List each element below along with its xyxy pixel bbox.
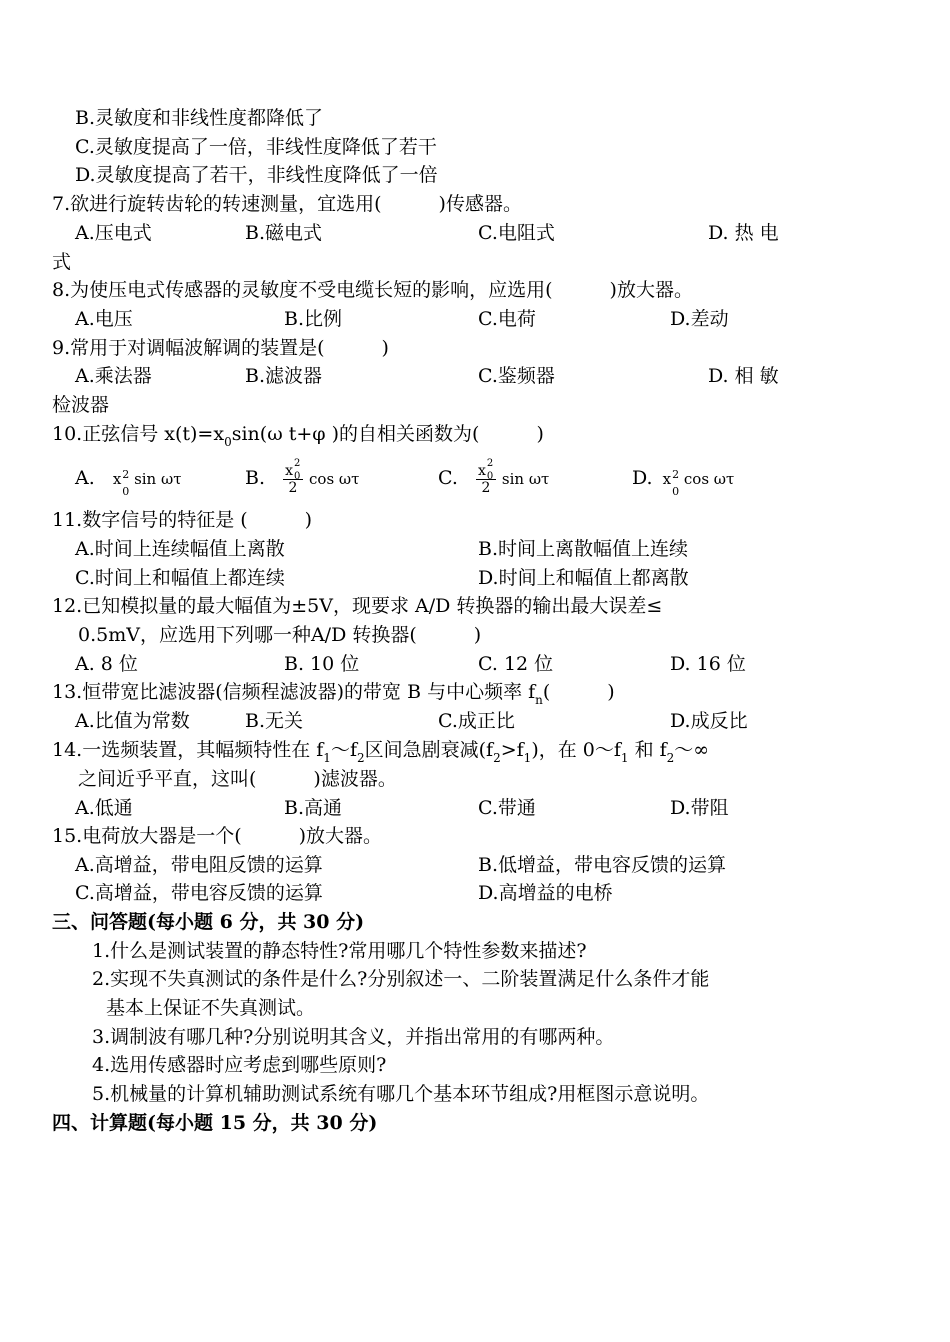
scripts	[671, 468, 680, 498]
sec3-question-4: 4.选用传感器时应考虑到哪些原则?	[92, 1054, 387, 1076]
q15-option-c: C.高增益，带电容反馈的运算	[75, 882, 323, 904]
q10-stem-text-end: sin(ω t+φ )的自相关函数为( )	[231, 423, 544, 445]
section-4-title: 四、计算题(每小题 15 分，共 30 分)	[52, 1112, 378, 1134]
q14-option-a: A.低通	[75, 797, 133, 819]
q14-text: 和 f	[634, 739, 667, 761]
q10-a-scripts	[121, 468, 130, 498]
sub-0: 0	[486, 470, 494, 482]
fraction-numerator	[476, 457, 496, 482]
q14-text: 区间急剧衰减(f	[364, 739, 494, 761]
q14-sub: 1	[523, 751, 532, 765]
q11-option-c: C.时间上和幅值上都连续	[75, 567, 285, 589]
q9-option-d: D. 相 敏	[708, 365, 779, 387]
q14-stem-line2: 之间近乎平直，这叫( )滤波器。	[78, 768, 397, 790]
q11-option-b: B.时间上离散幅值上连续	[478, 538, 689, 560]
q8-stem: 8.为使压电式传感器的灵敏度不受电缆长短的影响，应选用( )放大器。	[52, 279, 693, 301]
fraction-numerator	[283, 457, 303, 482]
q12-option-a: A. 8 位	[75, 653, 138, 675]
sub-0: 0	[293, 470, 301, 482]
q15-option-a: A.高增益，带电阻反馈的运算	[75, 854, 323, 876]
q13-option-d: D.成反比	[670, 710, 748, 732]
q8-option-d: D.差动	[670, 308, 729, 330]
q9-stem: 9.常用于对调幅波解调的装置是( )	[52, 337, 389, 359]
q10-stem-subscript: 0	[224, 435, 232, 449]
q8-option-a: A.电压	[75, 308, 133, 330]
q13-option-c: C.成正比	[438, 710, 515, 732]
q11-option-d: D.时间上和幅值上都离散	[478, 567, 689, 589]
q10-option-a	[75, 466, 182, 498]
q13-stem-text: 13.恒带宽比滤波器(信频程滤波器)的带宽 B 与中心频率 f	[52, 681, 536, 703]
sup-2: 2	[672, 468, 680, 481]
q7-option-c: C.电阻式	[478, 222, 555, 244]
q9-option-a: A.乘法器	[75, 365, 152, 387]
q14-sub: 1	[323, 751, 331, 765]
q15-stem: 15.电荷放大器是一个( )放大器。	[52, 825, 383, 847]
fraction-denominator: 2	[481, 479, 491, 496]
q14-option-c: C.带通	[478, 797, 536, 819]
q7-stem: 7.欲进行旋转齿轮的转速测量，宜选用( )传感器。	[52, 193, 522, 215]
q14-text: ～∞	[674, 739, 710, 761]
q13-option-b: B.无关	[245, 710, 304, 732]
q12-option-c: C. 12 位	[478, 653, 554, 675]
q7-option-a: A.压电式	[75, 222, 152, 244]
q13-stem	[52, 680, 615, 706]
cos-term: cos ωτ	[309, 470, 360, 488]
q9-option-c: C.鉴频器	[478, 365, 555, 387]
section-3-title: 三、问答题(每小题 6 分，共 30 分)	[52, 911, 365, 933]
sec3-question-5: 5.机械量的计算机辅助测试系统有哪几个基本环节组成?用框图示意说明。	[92, 1083, 710, 1105]
q12-option-d: D. 16 位	[670, 653, 746, 675]
q6-option-d: D.灵敏度提高了若干，非线性度降低了一倍	[75, 164, 438, 186]
sec3-question-1: 1.什么是测试装置的静态特性?常用哪几个特性参数来描述?	[92, 940, 587, 962]
q14-sub: 2	[356, 751, 365, 765]
sin-term: sin ωτ	[501, 470, 550, 488]
q6-option-c: C.灵敏度提高了一倍，非线性度降低了若干	[75, 136, 437, 158]
q7-option-d: D. 热 电	[708, 222, 779, 244]
q10-option-d-label: D.	[632, 467, 653, 489]
var-x: x	[477, 462, 486, 479]
q13-option-a: A.比值为常数	[75, 710, 190, 732]
q15-option-b: B.低增益，带电容反馈的运算	[478, 854, 727, 876]
q10-option-d	[632, 466, 735, 498]
q12-stem-line1: 12.已知模拟量的最大幅值为±5V，现要求 A/D 转换器的输出最大误差≤	[52, 595, 663, 617]
sec3-question-2-wrap: 基本上保证不失真测试。	[106, 997, 316, 1019]
var-x: x	[285, 462, 293, 479]
sup-2: 2	[122, 468, 130, 481]
sec3-question-3: 3.调制波有哪几种?分别说明其含义，并指出常用的有哪两种。	[92, 1026, 615, 1048]
q12-stem-line2: 0.5mV，应选用下列哪一种A/D 转换器( )	[78, 624, 482, 646]
q14-sub: 2	[493, 751, 501, 765]
sup-2: 2	[486, 457, 494, 469]
q10-option-a-formula	[112, 468, 182, 498]
q11-stem: 11.数字信号的特征是 ( )	[52, 509, 313, 531]
q12-option-b: B. 10 位	[284, 653, 360, 675]
var-x: x	[662, 470, 672, 488]
scripts	[486, 457, 494, 482]
q14-stem-line1	[52, 738, 709, 764]
q14-text: >f	[500, 739, 524, 761]
fraction	[283, 457, 303, 496]
scripts	[293, 457, 301, 482]
sub-0: 0	[672, 485, 680, 498]
q7-option-b: B.磁电式	[245, 222, 323, 244]
q14-option-b: B.高通	[284, 797, 343, 819]
q14-sub: 1	[620, 751, 629, 765]
q8-option-c: C.电荷	[478, 308, 536, 330]
q11-option-a: A.时间上连续幅值上离散	[75, 538, 285, 560]
q10-option-c-label: C.	[438, 467, 458, 489]
fraction-denominator: 2	[288, 479, 298, 496]
q6-option-b: B.灵敏度和非线性度都降低了	[75, 107, 324, 129]
sec3-question-2: 2.实现不失真测试的条件是什么?分别叙述一、二阶装置满足什么条件才能	[92, 968, 710, 990]
q7-option-d-wrap: 式	[52, 251, 72, 273]
q15-option-d: D.高增益的电桥	[478, 882, 613, 904]
q8-option-b: B.比例	[284, 308, 343, 330]
sin-term: sin ωτ	[134, 470, 182, 488]
q13-subscript: n	[535, 693, 543, 707]
fraction	[476, 457, 496, 496]
var-x: x	[112, 470, 122, 488]
q10-option-b-label: B.	[245, 467, 266, 489]
q10-stem	[52, 422, 544, 448]
q13-stem-text-end: ( )	[542, 681, 615, 703]
q10-option-a-label: A.	[75, 467, 95, 489]
cos-term: cos ωτ	[683, 470, 735, 488]
q9-option-d-wrap: 检波器	[52, 394, 110, 416]
q14-text: ～f	[330, 739, 357, 761]
q9-option-b: B.滤波器	[245, 365, 323, 387]
q14-sub: 2	[666, 751, 675, 765]
q10-option-d-formula	[662, 468, 735, 498]
q10-option-c	[438, 458, 549, 499]
q10-stem-text: 10.正弦信号 x(t)=x	[52, 423, 225, 445]
sup-2: 2	[293, 457, 301, 469]
sub-0: 0	[122, 485, 130, 498]
q14-text: 14.一选频装置，其幅频特性在 f	[52, 739, 324, 761]
q14-text: )，在 0～f	[531, 739, 621, 761]
q10-option-b	[245, 458, 359, 499]
q14-option-d: D.带阻	[670, 797, 729, 819]
